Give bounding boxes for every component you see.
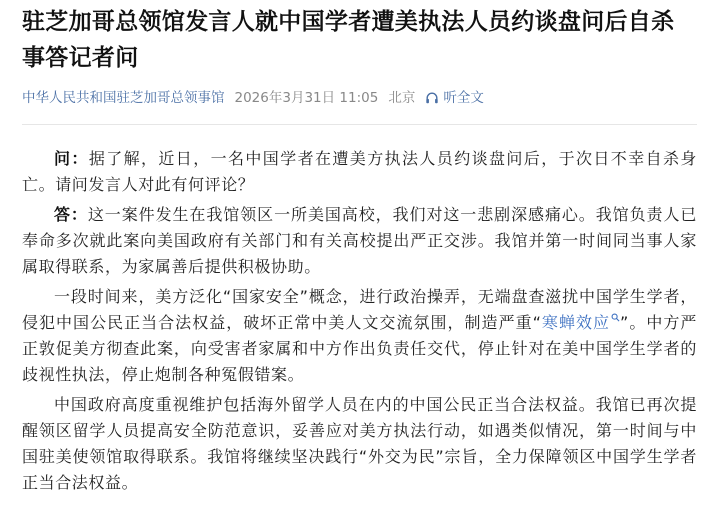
answer-label: 答： bbox=[54, 205, 88, 224]
source-link[interactable]: 中华人民共和国驻芝加哥总领事馆 bbox=[22, 90, 225, 106]
paragraph-2-text-a: 一段时间来，美方泛化“国家安全”概念，进行政治操弄，无端盘查滋扰中国学生学者，侵犯中国公民正当合法权益，破坏正常中美人文交流氛围，制造严重“ bbox=[22, 287, 697, 332]
search-link-icon bbox=[611, 313, 620, 322]
paragraph-2-text-b: ”。中方严正敦促美方彻查此案，向受害者家属和中方作出负责任交代，停止针对在美中国学生学者的歧视性执法，停止炮制各种冤假错案。 bbox=[22, 313, 698, 384]
question-text: 据了解，近日，一名中国学者在遭美方执法人员约谈盘问后，于次日不幸自杀身亡。请问发言人对此有何评论？ bbox=[22, 149, 697, 194]
listen-label: 听全文 bbox=[443, 90, 484, 106]
answer-text: 这一案件发生在我馆领区一所美国高校，我们对这一悲剧深感痛心。我馆负责人已奉命多次就此案向美国政府有关部门和有关高校提出严正交涉。我馆并第一时间同当事人家属取得联系，为家属善后提供积极协助。 bbox=[22, 205, 697, 276]
article-meta bbox=[22, 88, 697, 108]
answer-paragraph bbox=[22, 202, 697, 280]
paragraph-3-text: 中国政府高度重视维护包括海外留学人员在内的中国公民正当合法权益。我馆已再次提醒领区留学人员提高安全防范意识，妥善应对美方执法行动，如遇类似情况，第一时间与中国驻美使领馆取得联系。我馆将继续坚决践行“外交为民”宗旨，全力保障领区中国学生学者正当合法权益。 bbox=[22, 395, 697, 492]
divider bbox=[22, 124, 697, 125]
article-title: 驻芝加哥总领馆发言人就中国学者遭美执法人员约谈盘问后自杀事答记者问 bbox=[22, 9, 675, 71]
question-paragraph bbox=[22, 146, 697, 198]
chilling-effect-link[interactable] bbox=[542, 313, 621, 332]
paragraph-3 bbox=[22, 392, 697, 496]
chilling-effect-label: 寒蝉效应 bbox=[541, 313, 611, 332]
article-body bbox=[22, 146, 697, 496]
headphones-icon bbox=[425, 91, 439, 105]
publish-date: 2026年3月31日 11:05 bbox=[234, 90, 379, 106]
listen-button[interactable] bbox=[425, 88, 484, 108]
question-label: 问： bbox=[54, 149, 89, 168]
paragraph-2 bbox=[22, 284, 697, 388]
publish-location: 北京 bbox=[388, 90, 416, 106]
